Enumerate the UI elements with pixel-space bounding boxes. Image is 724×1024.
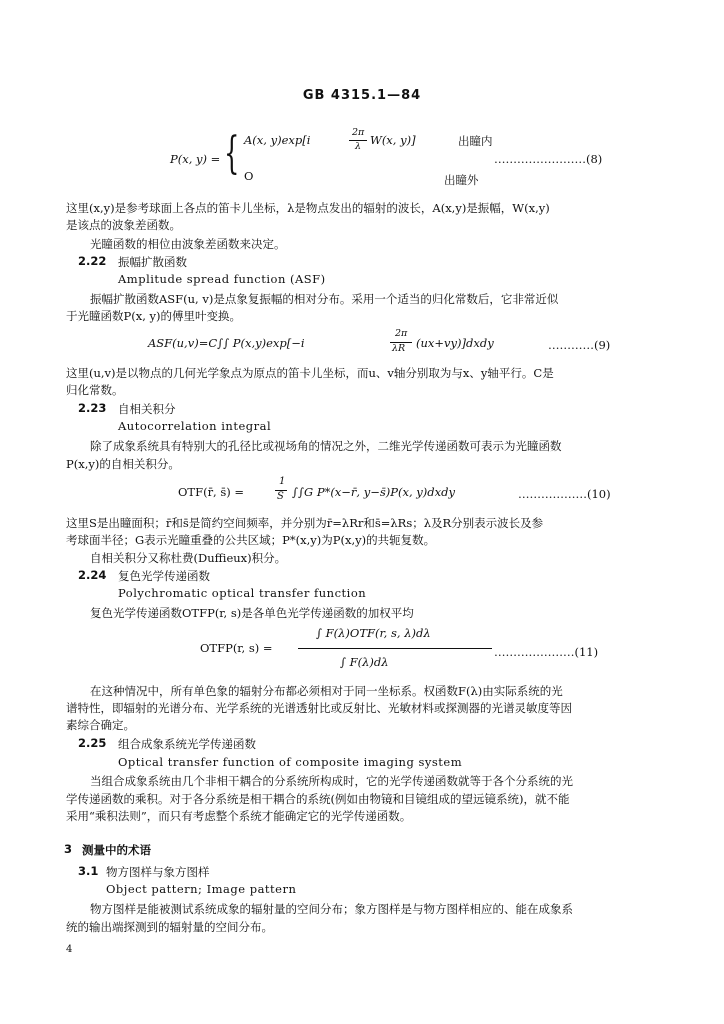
- eq8-lhs: P(x, y) =: [170, 152, 221, 166]
- eq8-frac-num: 2π: [352, 127, 365, 138]
- section-number: 2.23: [78, 401, 107, 415]
- section-title: 组合成象系统光学传递函数: [118, 737, 256, 751]
- eq8-frac-den: λ: [355, 141, 362, 152]
- eq8-case1: A(x, y)exp[i: [244, 133, 311, 147]
- eq10-frac-den: S: [277, 491, 284, 502]
- paragraph: 除了成象系统具有特别大的孔径比或视场角的情况之外，二维光学传递函数可表示为光瞳函数: [90, 439, 562, 453]
- paragraph: 这里(x,y)是参考球面上各点的笛卡儿坐标，λ是物点发出的辐射的波长，A(x,y)是振幅，W(x,y): [66, 201, 550, 215]
- paragraph: 归化常数。: [66, 383, 124, 397]
- eq9-frac-den: λR: [392, 343, 406, 354]
- eq9-body: ASF(u,v)=C∫∫ P(x,y)exp[−i: [148, 336, 305, 350]
- page-number: 4: [66, 944, 73, 955]
- paragraph: 采用“乘积法则”，而只有考虑整个系统才能确定它的光学传递函数。: [66, 809, 412, 823]
- paragraph: 于光瞳函数P(x, y)的傅里叶变换。: [66, 309, 242, 323]
- eq11-frac-line: [298, 648, 492, 649]
- paragraph: 当组合成象系统由几个非相干耦合的分系统所构成时，它的光学传递函数就等于各个分系统的光: [90, 774, 573, 788]
- section-number: 2.25: [78, 736, 107, 750]
- eq10-tag: ………………(10): [518, 487, 611, 501]
- section-title-en: Polychromatic optical transfer function: [118, 586, 367, 600]
- eq11-lhs: OTFP(r, s) =: [200, 641, 273, 655]
- eq11-tag: …………………(11): [494, 645, 599, 659]
- eq8-case1-tail: W(x, y)]: [370, 133, 416, 147]
- page-header: GB 4315.1—84: [302, 88, 422, 103]
- paragraph: 这里S是出瞳面积；r̄和s̄是简约空间频率，并分别为r̄=λRr和s̄=λRs；λ及R分别表示波长及参: [66, 516, 544, 530]
- section-title: 复色光学传递函数: [118, 569, 210, 583]
- section-title-en: Object pattern; Image pattern: [106, 882, 297, 896]
- eq10-lhs: OTF(r̄, s̄) =: [178, 485, 245, 499]
- section-number: 2.24: [78, 568, 107, 582]
- eq9-tail: (ux+vy)]dxdy: [416, 336, 494, 350]
- section-title-en: Optical transfer function of composite imaging system: [118, 755, 463, 769]
- section-title: 测量中的术语: [82, 843, 151, 857]
- eq8-cond1: 出瞳内: [458, 134, 493, 148]
- eq9-frac-num: 2π: [395, 328, 408, 339]
- eq11-denominator: ∫ F(λ)dλ: [340, 655, 389, 669]
- section-title: 物方图样与象方图样: [106, 865, 210, 879]
- eq8-brace: {: [224, 128, 240, 179]
- eq10-body: ∫∫G P*(x−r̄, y−s̄)P(x, y)dxdy: [292, 485, 455, 499]
- paragraph: 素综合确定。: [66, 718, 135, 732]
- section-number: 3: [64, 842, 73, 856]
- eq8-case2: O: [244, 169, 254, 183]
- paragraph: 考球面半径；G表示光瞳重叠的公共区域；P*(x,y)为P(x,y)的共轭复数。: [66, 533, 436, 547]
- paragraph: 统的输出端探测到的辐射量的空间分布。: [66, 920, 273, 934]
- section-title: 自相关积分: [118, 402, 176, 416]
- section-title: 振幅扩散函数: [118, 255, 187, 269]
- section-title-en: Autocorrelation integral: [118, 419, 272, 433]
- section-number: 3.1: [78, 864, 99, 878]
- eq11-numerator: ∫ F(λ)OTF(r, s, λ)dλ: [316, 626, 431, 640]
- section-title-en: Amplitude spread function (ASF): [118, 272, 326, 286]
- paragraph: 在这种情况中，所有单色象的辐射分布都必须相对于同一坐标系。权函数F(λ)由实际系统的光: [90, 684, 563, 698]
- paragraph: 是该点的波象差函数。: [66, 218, 181, 232]
- paragraph: 谱特性，即辐射的光谱分布、光学系统的光谱透射比或反射比、光敏材料或探测器的光谱灵敏度等因: [66, 701, 572, 715]
- paragraph: 光瞳函数的相位由波象差函数来决定。: [90, 237, 286, 251]
- paragraph: 学传递函数的乘积。对于各分系统是相干耦合的系统(例如由物镜和目镜组成的望远镜系统)，就不能: [66, 792, 570, 806]
- paragraph: 自相关积分又称杜费(Duffieux)积分。: [90, 551, 287, 565]
- paragraph: 这里(u,v)是以物点的几何光学象点为原点的笛卡儿坐标，而u、v轴分别取为与x、y轴平行。C是: [66, 366, 554, 380]
- paragraph: P(x,y)的自相关积分。: [66, 457, 180, 471]
- eq10-frac-num: 1: [279, 476, 286, 487]
- paragraph: 复色光学传递函数OTFP(r, s)是各单色光学传递函数的加权平均: [90, 606, 414, 620]
- eq8-tag: ……………………(8): [494, 152, 603, 166]
- eq9-tag: …………(9): [548, 338, 611, 352]
- paragraph: 振幅扩散函数ASF(u, v)是点象复振幅的相对分布。采用一个适当的归化常数后，它非常近似: [90, 292, 559, 306]
- section-number: 2.22: [78, 254, 107, 268]
- paragraph: 物方图样是能被测试系统成象的辐射量的空间分布；象方图样是与物方图样相应的、能在成象系: [90, 902, 573, 916]
- eq8-cond2: 出瞳外: [444, 173, 479, 187]
